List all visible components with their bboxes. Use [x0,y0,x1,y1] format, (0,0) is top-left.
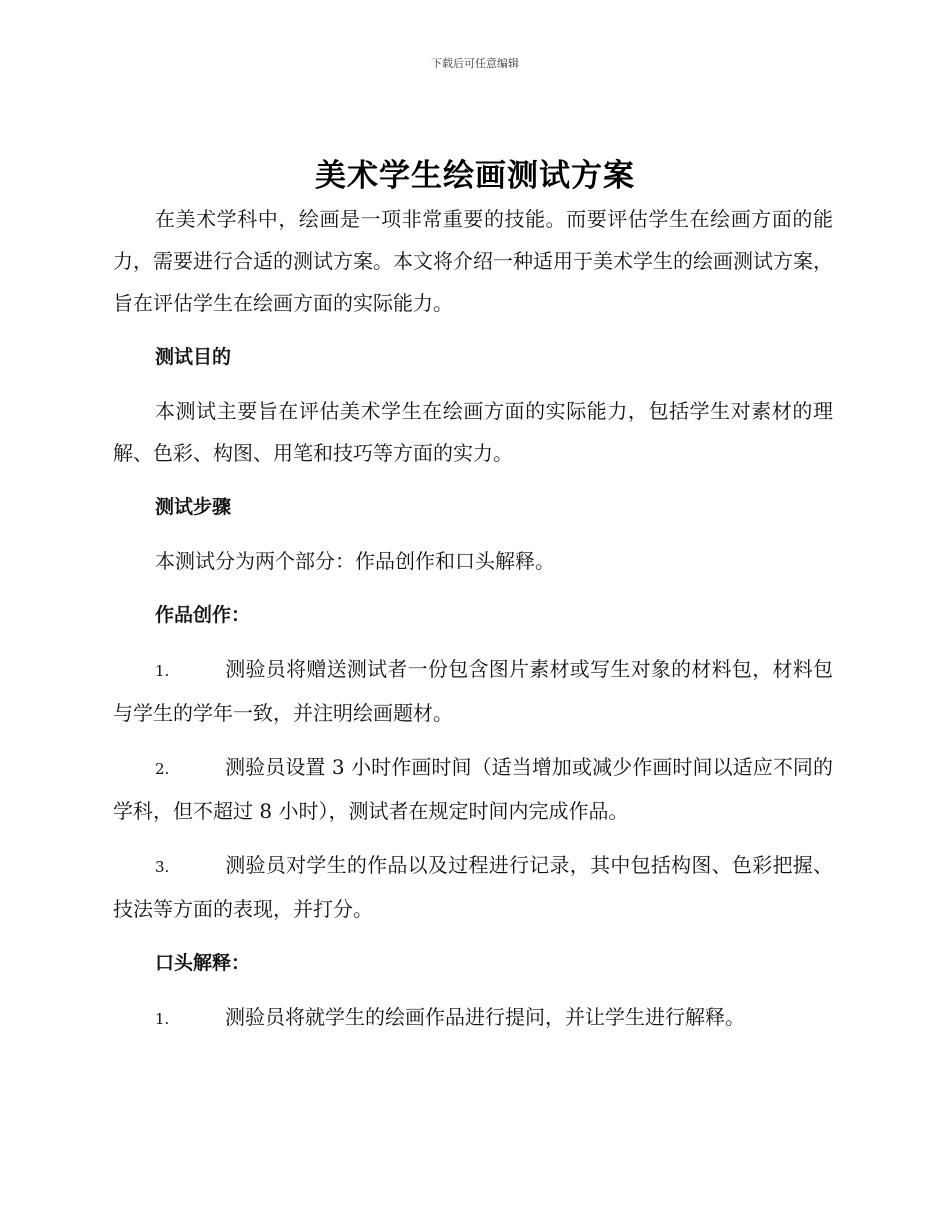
list-item-number: 1. [155,1010,170,1028]
section-heading-creation: 作品创作： [155,604,251,626]
list-item [113,844,833,930]
section-heading-steps: 测试步骤 [155,496,232,518]
header-note: 下载后可任意编辑 [431,57,519,70]
list-item-text: 测验员对学生的作品以及过程进行记录，其中包括构图、色彩把握、技法等方面的表现，并打分。 [113,853,833,921]
list-item [113,746,833,832]
steps-paragraph: 本测试分为两个部分：作品创作和口头解释。 [155,549,555,573]
list-item-text: 测验员设置 3 小时作画时间（适当增加或减少作画时间以适应不同的学科，但不超过 8 小时），测试者在规定时间内完成作品。 [113,755,833,823]
document-title: 美术学生绘画测试方案 [315,158,635,194]
intro-paragraph: 在美术学科中，绘画是一项非常重要的技能。而要评估学生在绘画方面的能力，需要进行合适的测试方案。本文将介绍一种适用于美术学生的绘画测试方案，旨在评估学生在绘画方面的实际能力。 [113,207,833,315]
list-item-text: 测验员将赠送测试者一份包含图片素材或写生对象的材料包，材料包与学生的学年一致，并注明绘画题材。 [113,657,833,725]
list-item-number: 2. [155,760,170,778]
list-item-text: 测验员将就学生的绘画作品进行提问，并让学生进行解释。 [225,1005,745,1029]
purpose-paragraph: 本测试主要旨在评估美术学生在绘画方面的实际能力，包括学生对素材的理解、色彩、构图、用笔和技巧等方面的实力。 [113,399,833,465]
list-item [113,648,833,734]
section-heading-purpose: 测试目的 [155,346,232,368]
list-item [113,996,833,1040]
document-body [113,198,833,1040]
list-item-number: 1. [155,662,170,680]
section-heading-oral: 口头解释： [155,952,251,974]
list-item-number: 3. [155,858,170,876]
